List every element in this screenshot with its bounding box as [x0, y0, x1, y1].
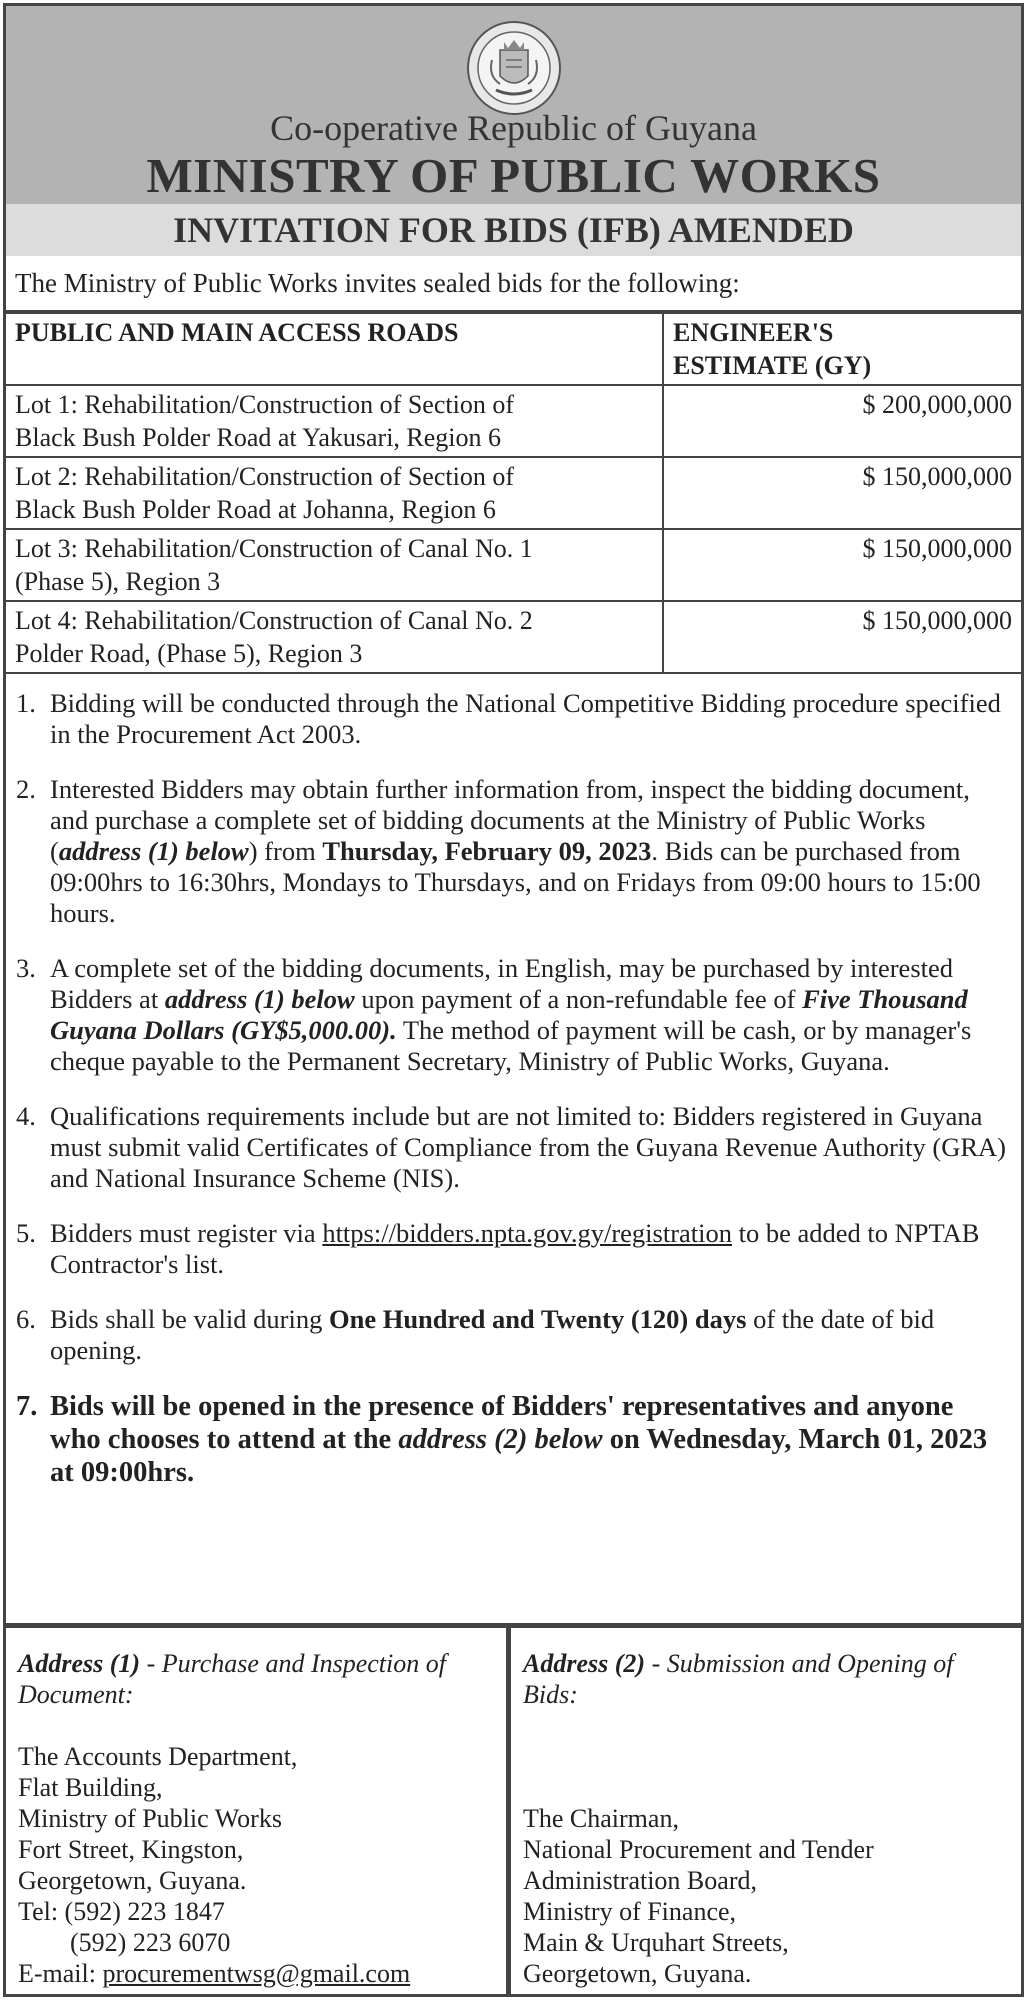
lot-description: Lot 2: Rehabilitation/Construction of Section of Black Bush Polder Road at Johanna, Region 6 [6, 457, 663, 529]
telephone: (592) 223 6070 [18, 1928, 231, 1957]
list-item: 2. Interested Bidders may obtain further information from, inspect the bidding document, and purchase a complete set of bidding documents at the Ministry of Public Works (address (1) below) from Thursday, February 09, 2023. Bids can be purchased from 09:00hrs to 16:30hrs, Mondays to Thursdays, and on Fridays from 09:00 hours to 15:00 hours. [16, 774, 981, 928]
address-section [6, 1623, 1021, 1994]
table-row [6, 457, 1021, 529]
col-estimate-header: ENGINEER'S ESTIMATE (GY) [663, 313, 1021, 385]
table-row [6, 601, 1021, 673]
intro-text: The Ministry of Public Works invites sealed bids for the following: [6, 256, 1021, 312]
lot-description: Lot 4: Rehabilitation/Construction of Canal No. 2 Polder Road, (Phase 5), Region 3 [6, 601, 663, 673]
lot-amount: $ 200,000,000 [663, 385, 1021, 457]
list-item: 3. A complete set of the bidding documents, in English, may be purchased by interested Bidders at address (1) below upon payment of a non-refundable fee of Five Thousand Guyana Dollars (GY$5,000.00). The method of payment will be cash, or by manager's cheque payable to the Permanent Secretary, Ministry of Public Works, Guyana. [16, 953, 972, 1076]
coat-of-arms-icon [466, 20, 562, 116]
lot-description: Lot 3: Rehabilitation/Construction of Canal No. 1 (Phase 5), Region 3 [6, 529, 663, 601]
table-row [6, 385, 1021, 457]
conditions-list [6, 688, 1021, 1489]
ifb-title: INVITATION FOR BIDS (IFB) AMENDED [6, 204, 1021, 256]
header-banner [6, 6, 1021, 204]
table-header-row [6, 313, 1021, 385]
lot-amount: $ 150,000,000 [663, 457, 1021, 529]
address-1 [6, 1628, 511, 1994]
lot-amount: $ 150,000,000 [663, 529, 1021, 601]
registration-link[interactable]: https://bidders.npta.gov.gy/registration [322, 1218, 733, 1248]
list-item: 1. Bidding will be conducted through the National Competitive Bidding procedure specified in the Procurement Act 2003. [16, 688, 1001, 749]
list-item: 4. Qualifications requirements include but are not limited to: Bidders registered in Guyana must submit valid Certificates of Compliance from the Guyana Revenue Authority (GRA) and National Insurance Scheme (NIS). [16, 1101, 1007, 1193]
telephone: Tel: (592) 223 1847 [18, 1897, 225, 1926]
country-name: Co-operative Republic of Guyana [270, 108, 757, 148]
lot-amount: $ 150,000,000 [663, 601, 1021, 673]
list-item: 7. Bids will be opened in the presence of Bidders' representatives and anyone who chooses to attend at the address (2) below on Wednesday, March 01, 2023 at 09:00hrs. [16, 1391, 988, 1488]
lots-table [6, 312, 1021, 674]
address-2-lines: The Chairman, National Procurement and Tender Administration Board, Ministry of Finance, Main & Urquhart Streets, Georgetown, Guyana. [523, 1804, 874, 1988]
address-2 [511, 1628, 1021, 1994]
table-row [6, 529, 1021, 601]
address-2-heading: Address (2) - Submission and Opening of Bids: [523, 1649, 954, 1709]
bid-notice [3, 3, 1024, 1997]
email-link[interactable]: procurementwsg@gmail.com [102, 1959, 411, 1988]
col-roads-header: PUBLIC AND MAIN ACCESS ROADS [6, 313, 663, 385]
address-1-lines: The Accounts Department, Flat Building, Ministry of Public Works Fort Street, Kingston, Georgetown, Guyana. Tel: (592) 223 1847 (592) 223 6070 E-mail: procurementwsg@gmail.com [18, 1741, 494, 1989]
list-item: 6. Bids shall be valid during One Hundred and Twenty (120) days of the date of bid opening. [16, 1304, 935, 1365]
address-1-heading: Address (1) - Purchase and Inspection of Document: [18, 1649, 446, 1709]
ministry-name: MINISTRY OF PUBLIC WORKS [146, 148, 881, 203]
list-item: 5. Bidders must register via https://bidders.npta.gov.gy/registration to be added to NPTAB Contractor's list. [16, 1218, 980, 1279]
lot-description: Lot 1: Rehabilitation/Construction of Section of Black Bush Polder Road at Yakusari, Region 6 [6, 385, 663, 457]
